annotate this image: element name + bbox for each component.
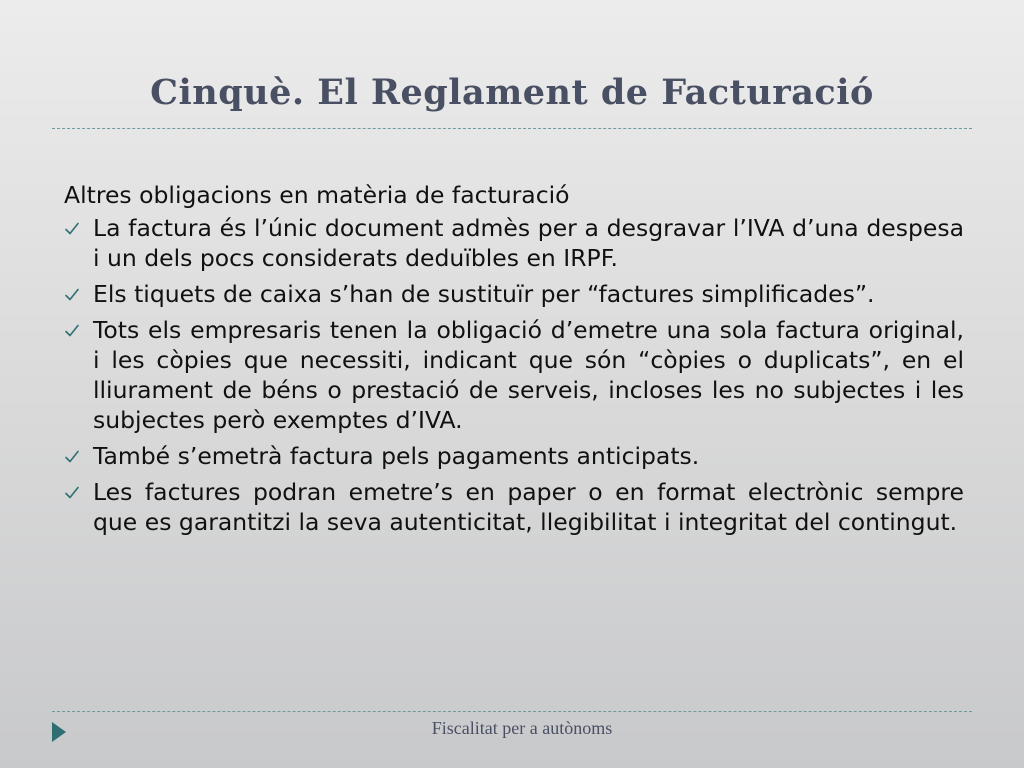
checkmark-icon	[64, 485, 80, 501]
intro-heading: Altres obligacions en matèria de facturació	[64, 181, 570, 209]
checkmark-icon	[64, 287, 80, 303]
footer-divider	[52, 711, 972, 712]
bullet-text: Els tiquets de caixa s’han de sustituïr per “factures simplificades”.	[93, 280, 875, 308]
bullet-text: També s’emetrà factura pels pagaments anticipats.	[93, 442, 700, 470]
bullet-item	[64, 477, 964, 537]
bullet-text: Tots els empresaris tenen la obligació d’emetre una sola factura original, i les còpies que necessiti, indicant que són “còpies o duplicats”, en el lliurament de béns o prestació de serveis, incloses les no subjectes i les subjectes però exemptes d’IVA.	[93, 316, 964, 434]
bullet-text: Les factures podran emetre’s en paper o en format electrònic sempre que es garantitzi la seva autenticitat, llegibilitat i integritat del contingut.	[93, 478, 964, 536]
bullet-list	[64, 213, 964, 537]
bullet-text: La factura és l’únic document admès per a desgravar l’IVA d’una despesa i un dels pocs considerats deduïbles en IRPF.	[93, 214, 964, 272]
bullet-item	[64, 279, 964, 309]
bullet-item	[64, 315, 964, 435]
slide-title: Cinquè. El Reglament de Facturació	[150, 72, 874, 113]
footer-label: Fiscalitat per a autònoms	[431, 718, 613, 738]
title-divider	[52, 128, 972, 129]
bullet-item	[64, 441, 964, 471]
checkmark-icon	[64, 221, 80, 237]
checkmark-icon	[64, 449, 80, 465]
bullet-item	[64, 213, 964, 273]
checkmark-icon	[64, 323, 80, 339]
slide-content	[64, 180, 964, 543]
